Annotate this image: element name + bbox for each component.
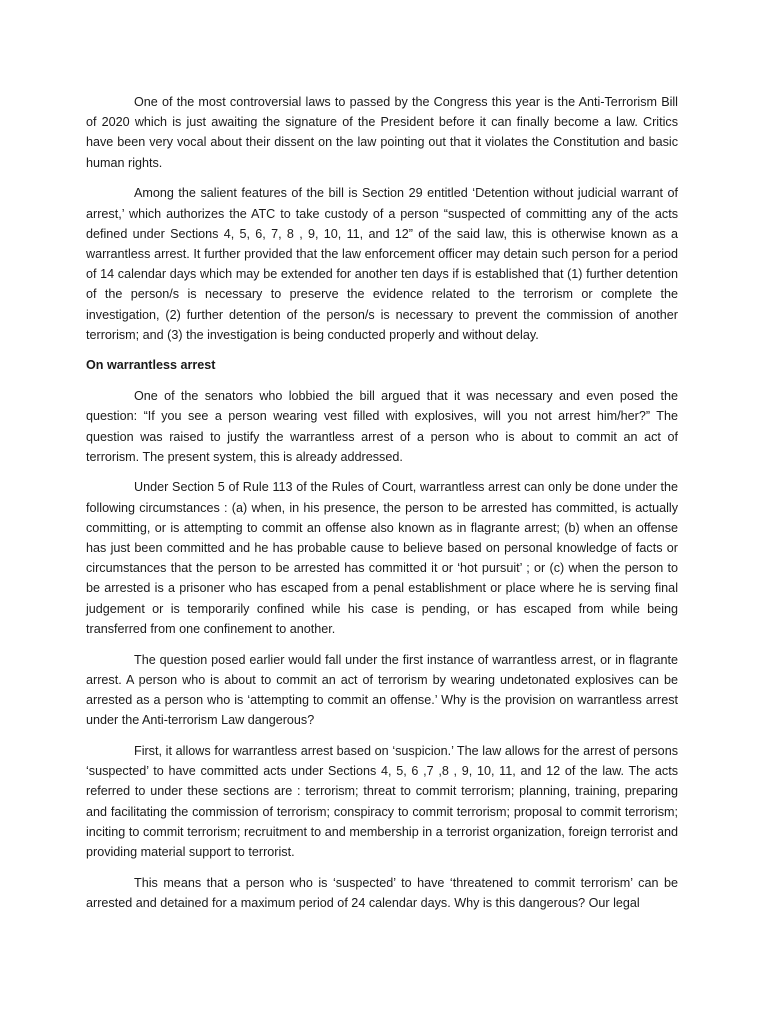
section-paragraph-3: The question posed earlier would fall under the first instance of warrantless arrest, or in flagrante arrest. A person who is about to commit an act of terrorism by wearing undetonated explosives can be arrested as a person who is ‘attempting to commit an offense.’ Why is the provision on warrantless arrest under the Anti-terrorism Law dangerous? xyxy=(86,652,678,728)
intro-paragraph-1: One of the most controversial laws to passed by the Congress this year is the Anti-Terrorism Bill of 2020 which is just awaiting the signature of the President before it can finally become a law. Critics have been very vocal about their dissent on the law pointing out that it violates the Constitution and basic human rights. xyxy=(86,95,678,170)
section-paragraph-5: This means that a person who is ‘suspected’ to have ‘threatened to commit terrorism’ can be arrested and detained for a maximum period of 24 calendar days. Why is this dangerous? Our legal xyxy=(86,875,678,910)
intro-paragraph-2: Among the salient features of the bill is Section 29 entitled ‘Detention without judicial warrant of arrest,’ which authorizes the ATC to take custody of a person “suspected of committing any of the acts defined under Sections 4, 5, 6, 7, 8 , 9, 10, 11, and 12” of the said law, this is otherwise known as a warrantless arrest. It further provided that the law enforcement officer may detain such person for a period of 14 calendar days which may be extended for another ten days if is established that (1) further detention of the person/s is necessary to preserve the evidence related to the terrorism or complete the investigation, (2) further detention of the person/s is necessary to prevent the commission of another terrorism; and (3) the investigation is being conducted properly and without delay. xyxy=(86,186,678,342)
document-page xyxy=(86,92,678,924)
section-paragraph-1: One of the senators who lobbied the bill argued that it was necessary and even posed the question: “If you see a person wearing vest filled with explosives, will you not arrest him/her?” The question was raised to justify the warrantless arrest of a person who is about to commit an act of terrorism. The present system, this is already addressed. xyxy=(86,389,678,464)
section-heading: On warrantless arrest xyxy=(86,358,216,373)
section-paragraph-2: Under Section 5 of Rule 113 of the Rules of Court, warrantless arrest can only be done under the following circumstances : (a) when, in his presence, the person to be arrested has committed, is actually committing, or is attempting to commit an offense also known as in flagrante arrest; (b) when an offense has just been committed and he has probable cause to believe based on personal knowledge of facts or circumstances that the person to be arrested has committed it or ‘hot pursuit’ ; or (c) when the person to be arrested is a prisoner who has escaped from a penal establishment or place where he is serving final judgement or is temporarily confined while his case is pending, or has escaped from while being transferred from one confinement to another. xyxy=(86,480,678,636)
section-paragraph-4: First, it allows for warrantless arrest based on ‘suspicion.’ The law allows for the arrest of persons ‘suspected’ to have committed acts under Sections 4, 5, 6 ,7 ,8 , 9, 10, 11, and 12 of the law. The acts referred to under these sections are : terrorism; threat to commit terrorism; planning, training, preparing and facilitating the commission of terrorism; conspiracy to commit terrorism; proposal to commit terrorism; inciting to commit terrorism; recruitment to and membership in a terrorist organization, foreign terrorist and providing material support to terrorist. xyxy=(86,743,678,859)
